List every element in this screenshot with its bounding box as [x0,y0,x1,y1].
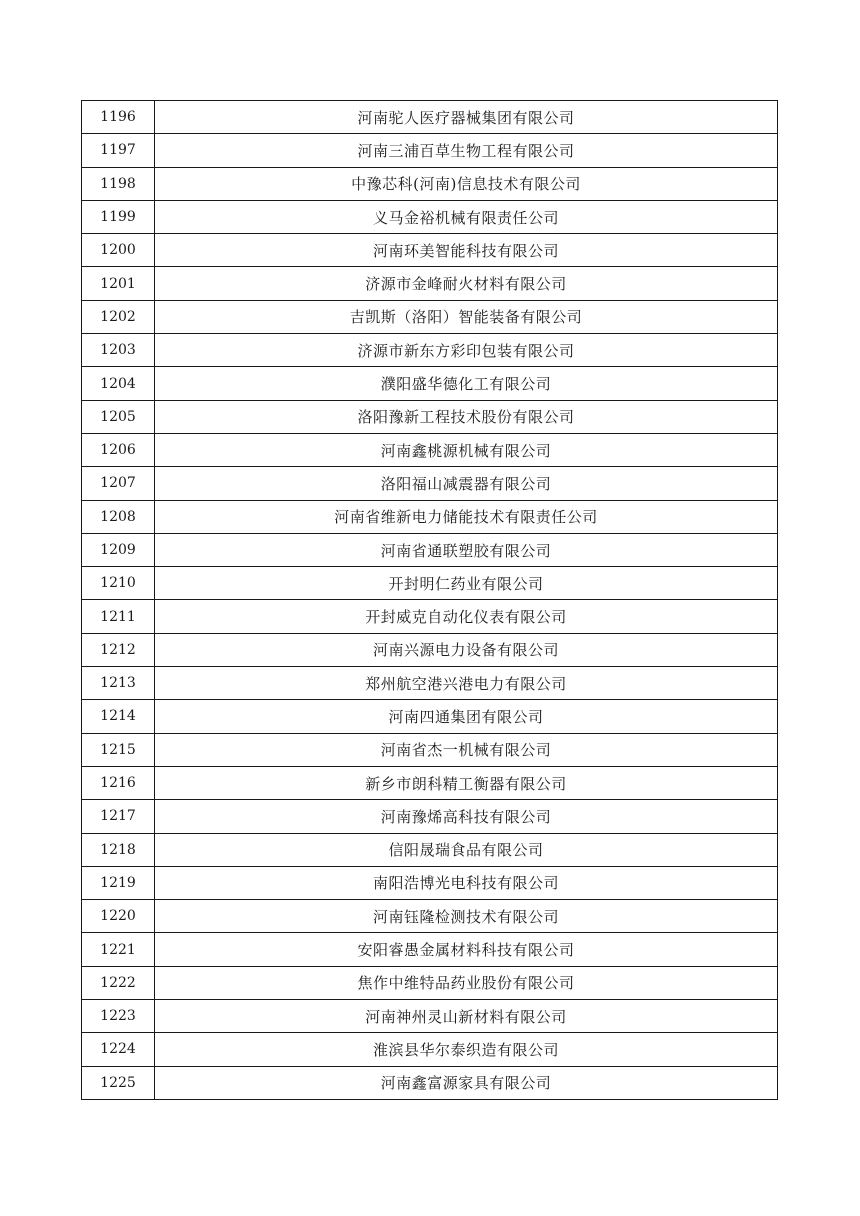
company-name: 吉凯斯（洛阳）智能装备有限公司 [155,300,778,333]
table-row [82,300,778,333]
table-row [82,134,778,167]
company-name: 河南驼人医疗器械集团有限公司 [155,101,778,134]
row-number: 1215 [82,733,155,766]
company-name: 河南兴源电力设备有限公司 [155,633,778,666]
row-number: 1202 [82,300,155,333]
table-row [82,733,778,766]
row-number: 1205 [82,400,155,433]
company-name: 济源市金峰耐火材料有限公司 [155,267,778,300]
company-name: 南阳浩博光电科技有限公司 [155,866,778,899]
table-row [82,567,778,600]
company-name: 河南豫烯高科技有限公司 [155,800,778,833]
table-row [82,800,778,833]
table-row [82,933,778,966]
company-name: 河南鑫富源家具有限公司 [155,1066,778,1099]
table-body [82,101,778,1100]
row-number: 1219 [82,866,155,899]
company-name: 焦作中维特品药业股份有限公司 [155,966,778,999]
company-name: 河南省维新电力储能技术有限责任公司 [155,500,778,533]
company-name: 义马金裕机械有限责任公司 [155,200,778,233]
table-row [82,334,778,367]
company-name: 河南钰隆检测技术有限公司 [155,900,778,933]
table-row [82,1066,778,1099]
company-name: 济源市新东方彩印包装有限公司 [155,334,778,367]
company-name: 淮滨县华尔泰织造有限公司 [155,1033,778,1066]
row-number: 1223 [82,1000,155,1033]
table-row [82,766,778,799]
company-name: 河南三浦百草生物工程有限公司 [155,134,778,167]
company-list-table [81,100,778,1100]
row-number: 1207 [82,467,155,500]
table-row [82,467,778,500]
table-row [82,533,778,566]
row-number: 1206 [82,433,155,466]
company-name: 中豫芯科(河南)信息技术有限公司 [155,167,778,200]
row-number: 1196 [82,101,155,134]
company-name: 河南省杰一机械有限公司 [155,733,778,766]
company-name: 新乡市朗科精工衡器有限公司 [155,766,778,799]
table-row [82,267,778,300]
row-number: 1197 [82,134,155,167]
company-name: 濮阳盛华德化工有限公司 [155,367,778,400]
table-row [82,1033,778,1066]
table-row [82,633,778,666]
row-number: 1200 [82,234,155,267]
row-number: 1213 [82,667,155,700]
table-row [82,700,778,733]
table-row [82,833,778,866]
row-number: 1204 [82,367,155,400]
row-number: 1210 [82,567,155,600]
table-row [82,400,778,433]
row-number: 1211 [82,600,155,633]
company-name: 开封威克自动化仪表有限公司 [155,600,778,633]
table-row [82,667,778,700]
company-name: 信阳晟瑞食品有限公司 [155,833,778,866]
company-name: 郑州航空港兴港电力有限公司 [155,667,778,700]
table-row [82,966,778,999]
table-row [82,600,778,633]
company-name: 河南环美智能科技有限公司 [155,234,778,267]
table-row [82,167,778,200]
row-number: 1216 [82,766,155,799]
company-name: 开封明仁药业有限公司 [155,567,778,600]
table-row [82,900,778,933]
row-number: 1201 [82,267,155,300]
row-number: 1208 [82,500,155,533]
row-number: 1222 [82,966,155,999]
row-number: 1220 [82,900,155,933]
company-name: 河南四通集团有限公司 [155,700,778,733]
row-number: 1209 [82,533,155,566]
table-row [82,367,778,400]
row-number: 1217 [82,800,155,833]
company-name: 安阳睿愚金属材料科技有限公司 [155,933,778,966]
company-name: 洛阳福山减震器有限公司 [155,467,778,500]
row-number: 1199 [82,200,155,233]
row-number: 1203 [82,334,155,367]
company-name: 河南神州灵山新材料有限公司 [155,1000,778,1033]
row-number: 1218 [82,833,155,866]
company-name: 河南省通联塑胶有限公司 [155,533,778,566]
table-row [82,433,778,466]
table-row [82,866,778,899]
company-name: 河南鑫桃源机械有限公司 [155,433,778,466]
company-name: 洛阳豫新工程技术股份有限公司 [155,400,778,433]
row-number: 1214 [82,700,155,733]
table-row [82,234,778,267]
table-row [82,1000,778,1033]
row-number: 1198 [82,167,155,200]
table-row [82,200,778,233]
table-row [82,500,778,533]
row-number: 1224 [82,1033,155,1066]
row-number: 1221 [82,933,155,966]
row-number: 1225 [82,1066,155,1099]
row-number: 1212 [82,633,155,666]
table-row [82,101,778,134]
